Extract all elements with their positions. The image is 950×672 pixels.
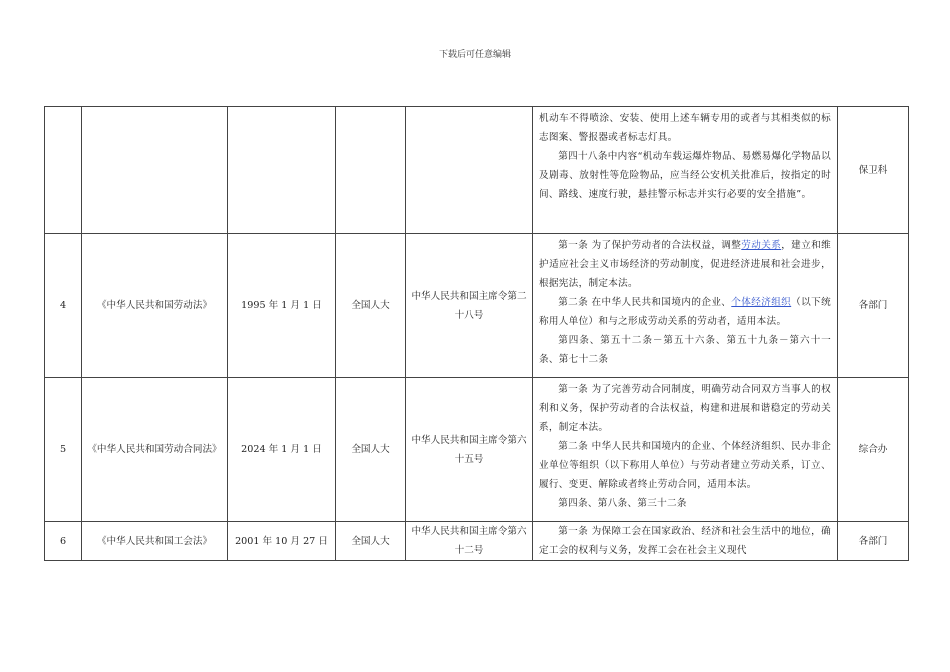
law-name <box>82 107 228 234</box>
department: 综合办 <box>838 378 909 522</box>
order-number: 中华人民共和国主席令第二十八号 <box>406 234 533 378</box>
law-name: 《中华人民共和国工会法》 <box>82 522 228 561</box>
clause-paragraph: 第一条 为保障工会在国家政治、经济和社会生活中的地位，确定工会的权利与义务，发挥工会在社会主义现代 <box>539 526 831 556</box>
department: 各部门 <box>838 522 909 561</box>
department: 保卫科 <box>838 107 909 234</box>
download-note: 下载后可任意编辑 <box>438 50 511 60</box>
issuer <box>336 107 406 234</box>
row-number: 6 <box>45 522 82 561</box>
department: 各部门 <box>838 234 909 378</box>
clause-text: ，建立和维护适应社会主义市场经济的劳动制度，促进经济进展和社会进步，根据宪法，制定本法。 <box>539 240 832 289</box>
effective-date: 1995 年 1 月 1 日 <box>228 234 336 378</box>
table-row <box>45 234 909 378</box>
issuer: 全国人大 <box>336 378 406 522</box>
clause-text: 第二条 在中华人民共和国境内的企业、 <box>558 297 732 308</box>
labor-relations-link[interactable]: 劳动关系 <box>741 240 782 251</box>
clause-paragraph: 第二条 中华人民共和国境内的企业、个体经济组织、民办非企业单位等组织（以下称用人单位）与劳动者建立劳动关系，订立、履行、变更、解除或者终止劳动合同，适用本法。 <box>539 441 831 490</box>
issuer: 全国人大 <box>336 522 406 561</box>
order-number: 中华人民共和国主席令第六十二号 <box>406 522 533 561</box>
effective-date <box>228 107 336 234</box>
clause-paragraph: 第四条、第五十二条－第五十六条、第五十九条－第六十一条、第七十二条 <box>539 335 831 365</box>
row-number: 4 <box>45 234 82 378</box>
row-number: 5 <box>45 378 82 522</box>
clause-content <box>533 378 838 522</box>
clause-paragraph: 机动车不得喷涂、安装、使用上述车辆专用的或者与其相类似的标志图案、警报器或者标志灯具。 <box>539 113 831 143</box>
table-row <box>45 522 909 561</box>
issuer: 全国人大 <box>336 234 406 378</box>
clause-content <box>533 522 838 561</box>
clause-text: （以下统称用人单位）和与之形成劳动关系的劳动者，适用本法。 <box>539 297 832 327</box>
clause-paragraph: 第一条 为了完善劳动合同制度，明确劳动合同双方当事人的权利和义务，保护劳动者的合法权益，构建和进展和谐稳定的劳动关系，制定本法。 <box>539 384 831 433</box>
clause-text: 第一条 为了保护劳动者的合法权益，调整 <box>558 240 742 251</box>
row-number <box>45 107 82 234</box>
clause-content <box>533 234 838 378</box>
table-row <box>45 378 909 522</box>
clause-paragraph: 第四条、第八条、第三十二条 <box>558 498 687 509</box>
order-number <box>406 107 533 234</box>
clause-paragraph <box>539 293 831 331</box>
individual-economic-org-link[interactable]: 个体经济组织 <box>731 297 792 308</box>
law-name: 《中华人民共和国劳动法》 <box>82 234 228 378</box>
regulations-table <box>44 106 909 561</box>
law-name: 《中华人民共和国劳动合同法》 <box>82 378 228 522</box>
clause-paragraph <box>539 236 831 293</box>
effective-date: 2024 年 1 月 1 日 <box>228 378 336 522</box>
clause-paragraph: 第四十八条中内容“机动车载运爆炸物品、易燃易爆化学物品以及剧毒、放射性等危险物品，应当经公安机关批准后，按指定的时间、路线、速度行驶，悬挂警示标志并实行必要的安全措施”。 <box>539 151 831 200</box>
clause-content <box>533 107 838 234</box>
effective-date: 2001 年 10 月 27 日 <box>228 522 336 561</box>
order-number: 中华人民共和国主席令第六十五号 <box>406 378 533 522</box>
table-row <box>45 107 909 234</box>
